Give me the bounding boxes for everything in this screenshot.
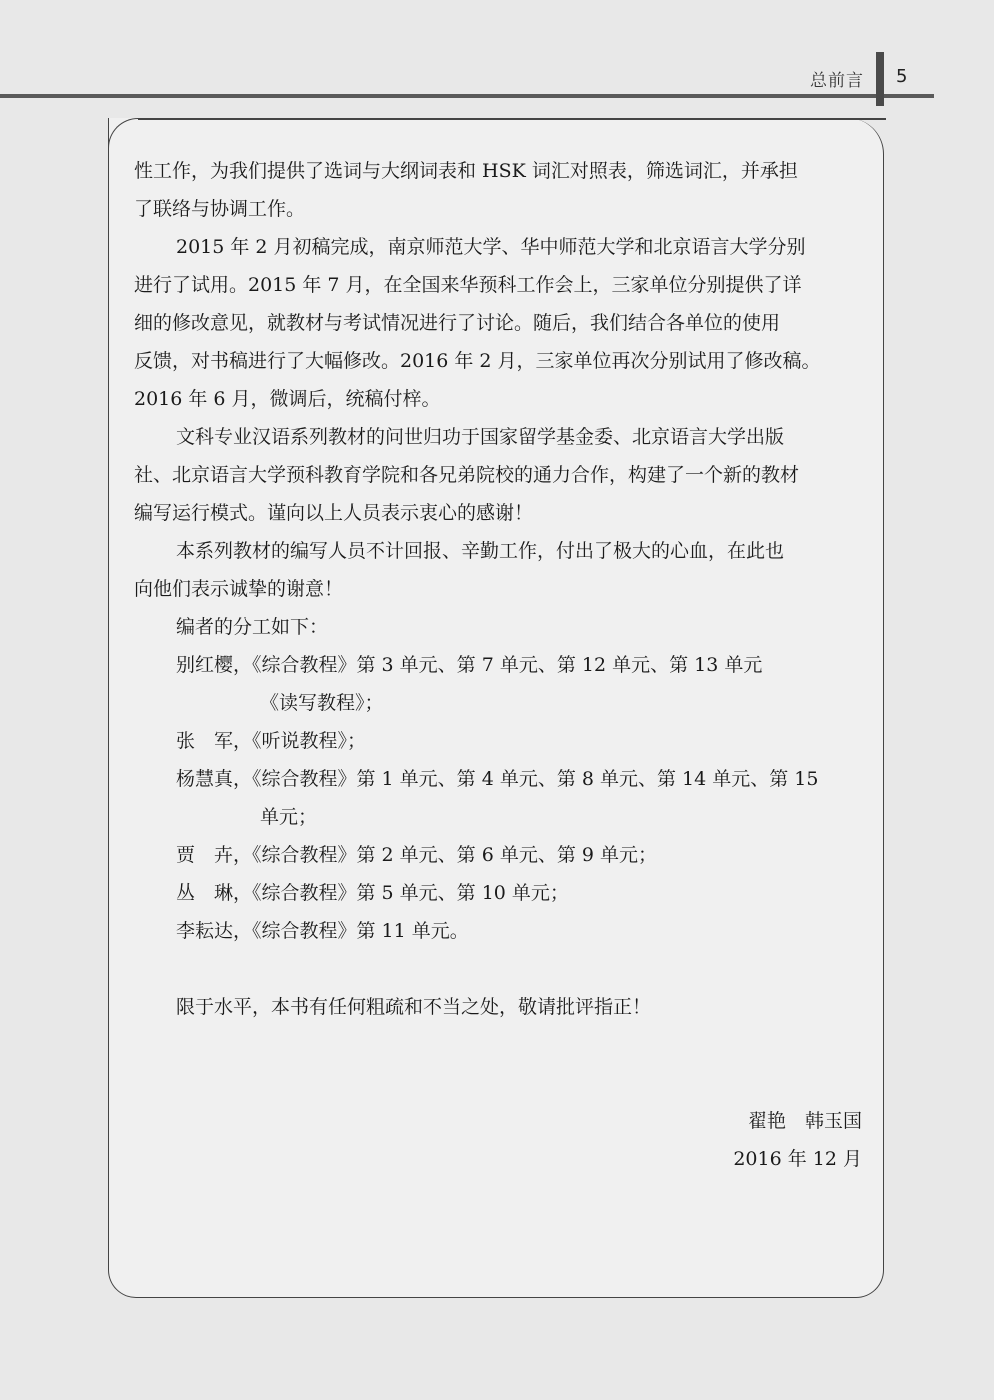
paragraph-line: 社、北京语言大学预科教育学院和各兄弟院校的通力合作，构建了一个新的教材 — [134, 464, 800, 486]
page-content — [134, 152, 862, 1178]
division-entry: 杨慧真，《综合教程》第 1 单元、第 4 单元、第 8 单元、第 14 单元、第 15 — [176, 768, 819, 790]
closing-remark: 限于水平，本书有任何粗疏和不当之处，敬请批评指正！ — [176, 996, 652, 1018]
division-entry-continued: 《读写教程》； — [260, 692, 384, 714]
paragraph-line: 2016 年 6 月，微调后，统稿付梓。 — [134, 388, 441, 410]
header-rule — [0, 94, 934, 98]
running-header-title: 总前言 — [810, 71, 864, 91]
paragraph-line: 反馈，对书稿进行了大幅修改。2016 年 2 月，三家单位再次分别试用了修改稿。 — [134, 350, 821, 372]
division-entry-continued: 单元； — [260, 806, 318, 828]
paragraph-line: 向他们表示诚挚的谢意！ — [134, 578, 344, 600]
signature-date: 2016 年 12 月 — [733, 1148, 862, 1170]
division-intro: 编者的分工如下： — [176, 616, 329, 638]
text-frame-top-edge — [138, 118, 886, 120]
paragraph-line: 本系列教材的编写人员不计回报、辛勤工作，付出了极大的心血，在此也 — [176, 540, 785, 562]
page-number: 5 — [896, 66, 908, 87]
division-entry: 别红樱，《综合教程》第 3 单元、第 7 单元、第 12 单元、第 13 单元 — [176, 654, 763, 676]
paragraph-line: 2015 年 2 月初稿完成，南京师范大学、华中师范大学和北京语言大学分别 — [176, 236, 806, 258]
author-signature: 翟艳 韩玉国 — [747, 1110, 862, 1132]
header-divider-bar — [876, 52, 884, 106]
paragraph-line: 性工作，为我们提供了选词与大纲词表和 HSK 词汇对照表，筛选词汇，并承担 — [134, 160, 798, 182]
paragraph-line: 细的修改意见，就教材与考试情况进行了讨论。随后，我们结合各单位的使用 — [134, 312, 781, 334]
paragraph-line: 编写运行模式。谨向以上人员表示衷心的感谢！ — [134, 502, 534, 524]
paragraph-line: 文科专业汉语系列教材的问世归功于国家留学基金委、北京语言大学出版 — [176, 426, 785, 448]
division-entry: 丛 琳，《综合教程》第 5 单元、第 10 单元； — [176, 882, 569, 904]
paragraph-line: 了联络与协调工作。 — [134, 198, 306, 220]
paragraph-line: 进行了试用。2015 年 7 月，在全国来华预科工作会上，三家单位分别提供了详 — [134, 274, 802, 296]
division-entry: 李耘达，《综合教程》第 11 单元。 — [176, 920, 469, 942]
division-entry: 张 军，《听说教程》； — [176, 730, 367, 752]
division-entry: 贾 卉，《综合教程》第 2 单元、第 6 单元、第 9 单元； — [176, 844, 658, 866]
